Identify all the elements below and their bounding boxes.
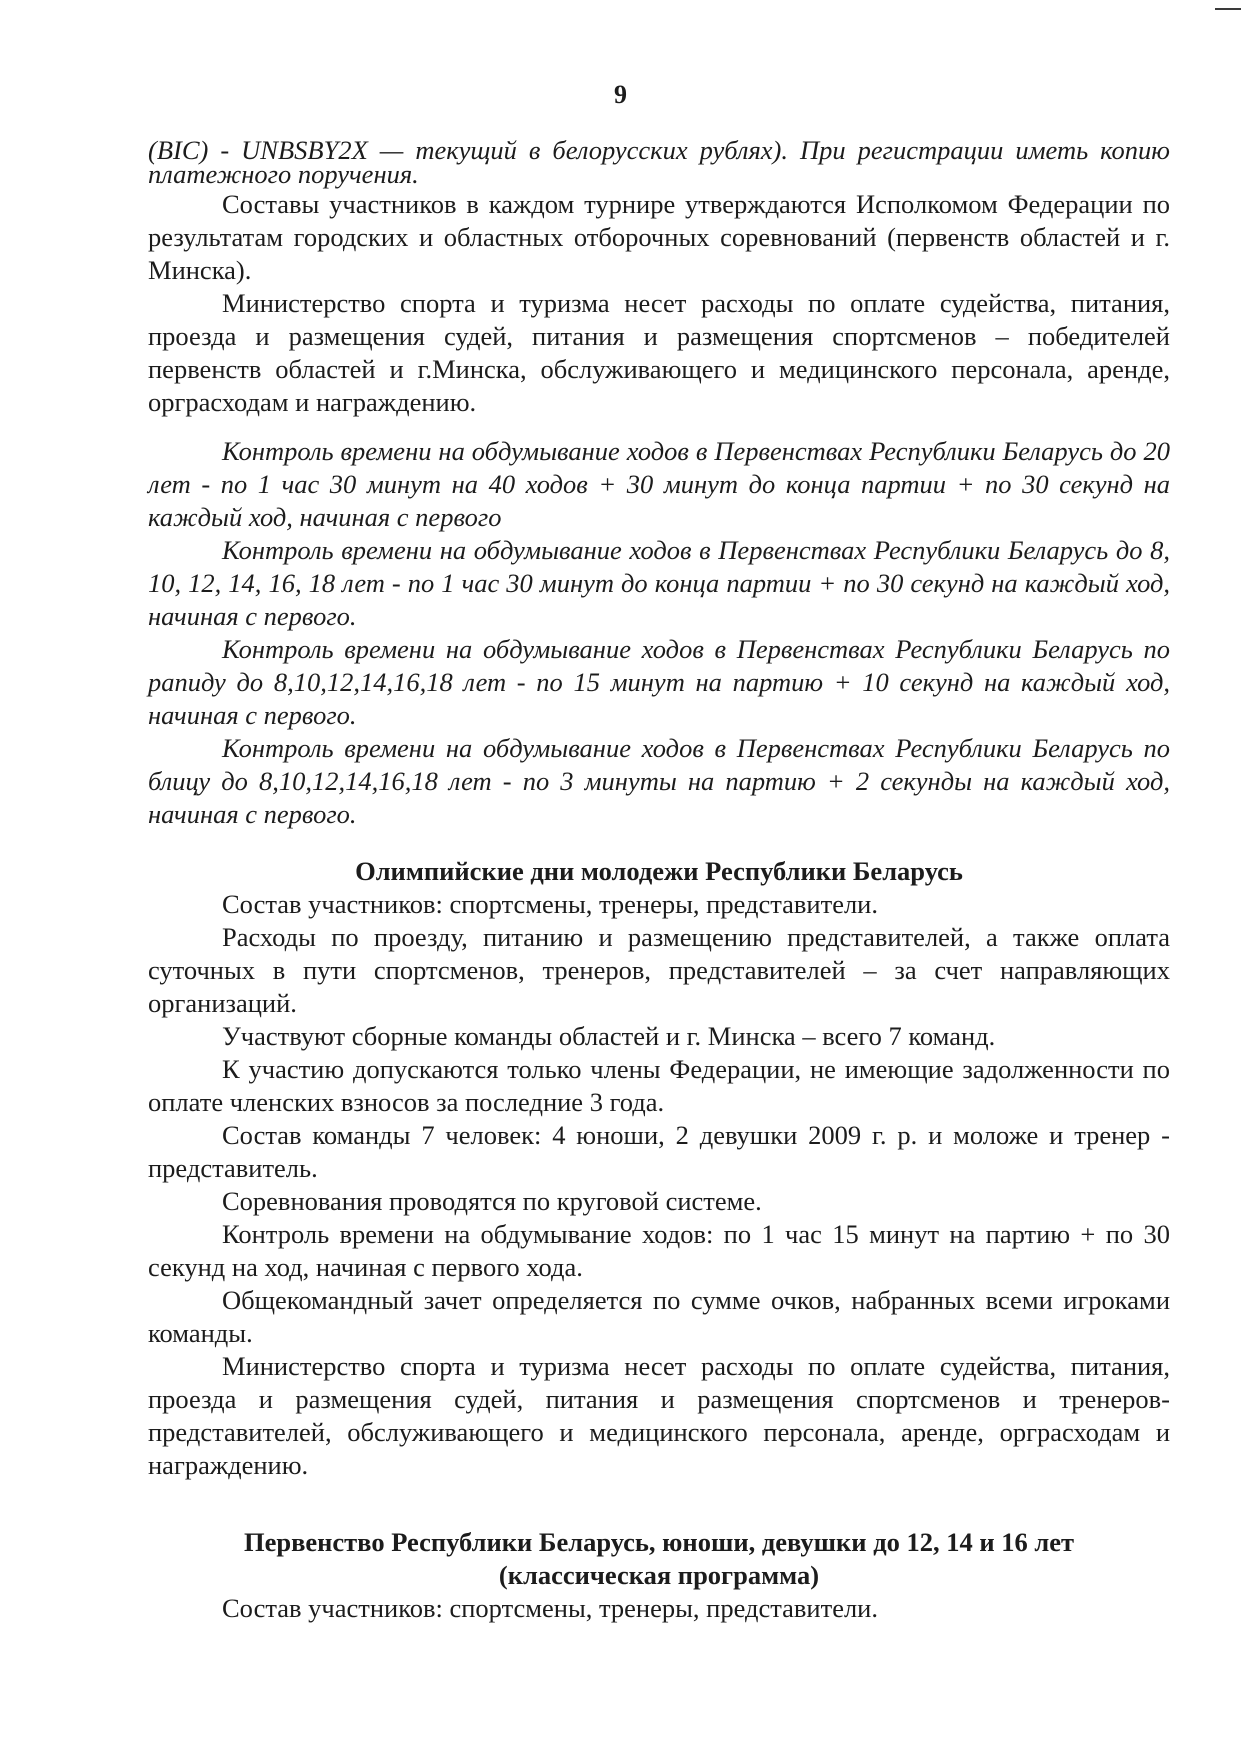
olympic-paragraph: Состав команды 7 человек: 4 юноши, 2 девушки 2009 г. р. и моложе и тренер - представитель.	[148, 1120, 1170, 1183]
composition-paragraph: Составы участников в каждом турнире утверждаются Исполкомом Федерации по результатам городских и областных отборочных соревнований (первенств областей и г. Минска).	[148, 189, 1170, 285]
championship-paragraph: Состав участников: спортсмены, тренеры, представители.	[222, 1593, 878, 1623]
olympic-paragraph: Расходы по проезду, питанию и размещению представителей, а также оплата суточных в пути спортсменов, тренеров, представителей – за счет направляющих организаций.	[148, 922, 1170, 1018]
olympic-paragraph: Участвуют сборные команды областей и г. Минска – всего 7 команд.	[222, 1021, 996, 1051]
payment-note: (BIC) - UNBSBY2X — текущий в белорусских рублях). При регистрации иметь копию платежного поручения.	[148, 135, 1170, 189]
top-block	[148, 135, 1170, 189]
time-controls-block	[148, 435, 1170, 831]
ministry-paragraph: Министерство спорта и туризма несет расходы по оплате судейства, питания, проезда и размещения судей, питания и размещения спортсменов – победителей первенств областей и г.Минска, обслуживающего и медицинского персонала, аренде, орграсходам и награждению.	[148, 288, 1170, 417]
scan-edge-mark	[1215, 8, 1241, 10]
championship-heading-line1: Первенство Республики Беларусь, юноши, девушки до 12, 14 и 16 лет	[243, 1527, 1075, 1557]
olympic-paragraph: Состав участников: спортсмены, тренеры, представители.	[222, 889, 878, 919]
olympic-paragraph: Соревнования проводятся по круговой системе.	[222, 1186, 762, 1216]
composition-block	[148, 188, 1170, 287]
championship-heading-line2: (классическая программа)	[498, 1560, 820, 1590]
olympic-paragraph: Контроль времени на обдумывание ходов: по 1 час 15 минут на партию + по 30 секунд на ход, начиная с первого хода.	[148, 1219, 1170, 1282]
page-number: 9	[614, 80, 627, 109]
time-control-youth: Контроль времени на обдумывание ходов в Первенствах Республики Беларусь до 8, 10, 12, 14, 16, 18 лет - по 1 час 30 минут до конца партии + по 30 секунд на каждый ход, начиная с первого.	[148, 535, 1170, 631]
olympic-heading: Олимпийские дни молодежи Республики Беларусь	[355, 856, 963, 886]
time-control-u20: Контроль времени на обдумывание ходов в Первенствах Республики Беларусь до 20 лет - по 1 час 30 минут на 40 ходов + 30 минут до конца партии + по 30 секунд на каждый ход, начиная с первого	[148, 436, 1170, 532]
olympic-section	[148, 855, 1170, 1482]
olympic-paragraph: Общекомандный зачет определяется по сумме очков, набранных всеми игроками команды.	[148, 1285, 1170, 1348]
championship-section	[148, 1526, 1170, 1625]
ministry-block	[148, 287, 1170, 419]
time-control-rapid: Контроль времени на обдумывание ходов в Первенствах Республики Беларусь по рапиду до 8,10,12,14,16,18 лет - по 15 минут на партию + 10 секунд на каждый ход, начиная с первого.	[148, 634, 1170, 730]
olympic-paragraph: К участию допускаются только члены Федерации, не имеющие задолженности по оплате членских взносов за последние 3 года.	[148, 1054, 1170, 1117]
olympic-paragraph: Министерство спорта и туризма несет расходы по оплате судейства, питания, проезда и размещения судей, питания и размещения спортсменов и тренеров-представителей, обслуживающего и медицинского персонала, аренде, орграсходам и награждению.	[148, 1351, 1170, 1480]
time-control-blitz: Контроль времени на обдумывание ходов в Первенствах Республики Беларусь по блицу до 8,10,12,14,16,18 лет - по 3 минуты на партию + 2 секунды на каждый ход, начиная с первого.	[148, 733, 1170, 829]
